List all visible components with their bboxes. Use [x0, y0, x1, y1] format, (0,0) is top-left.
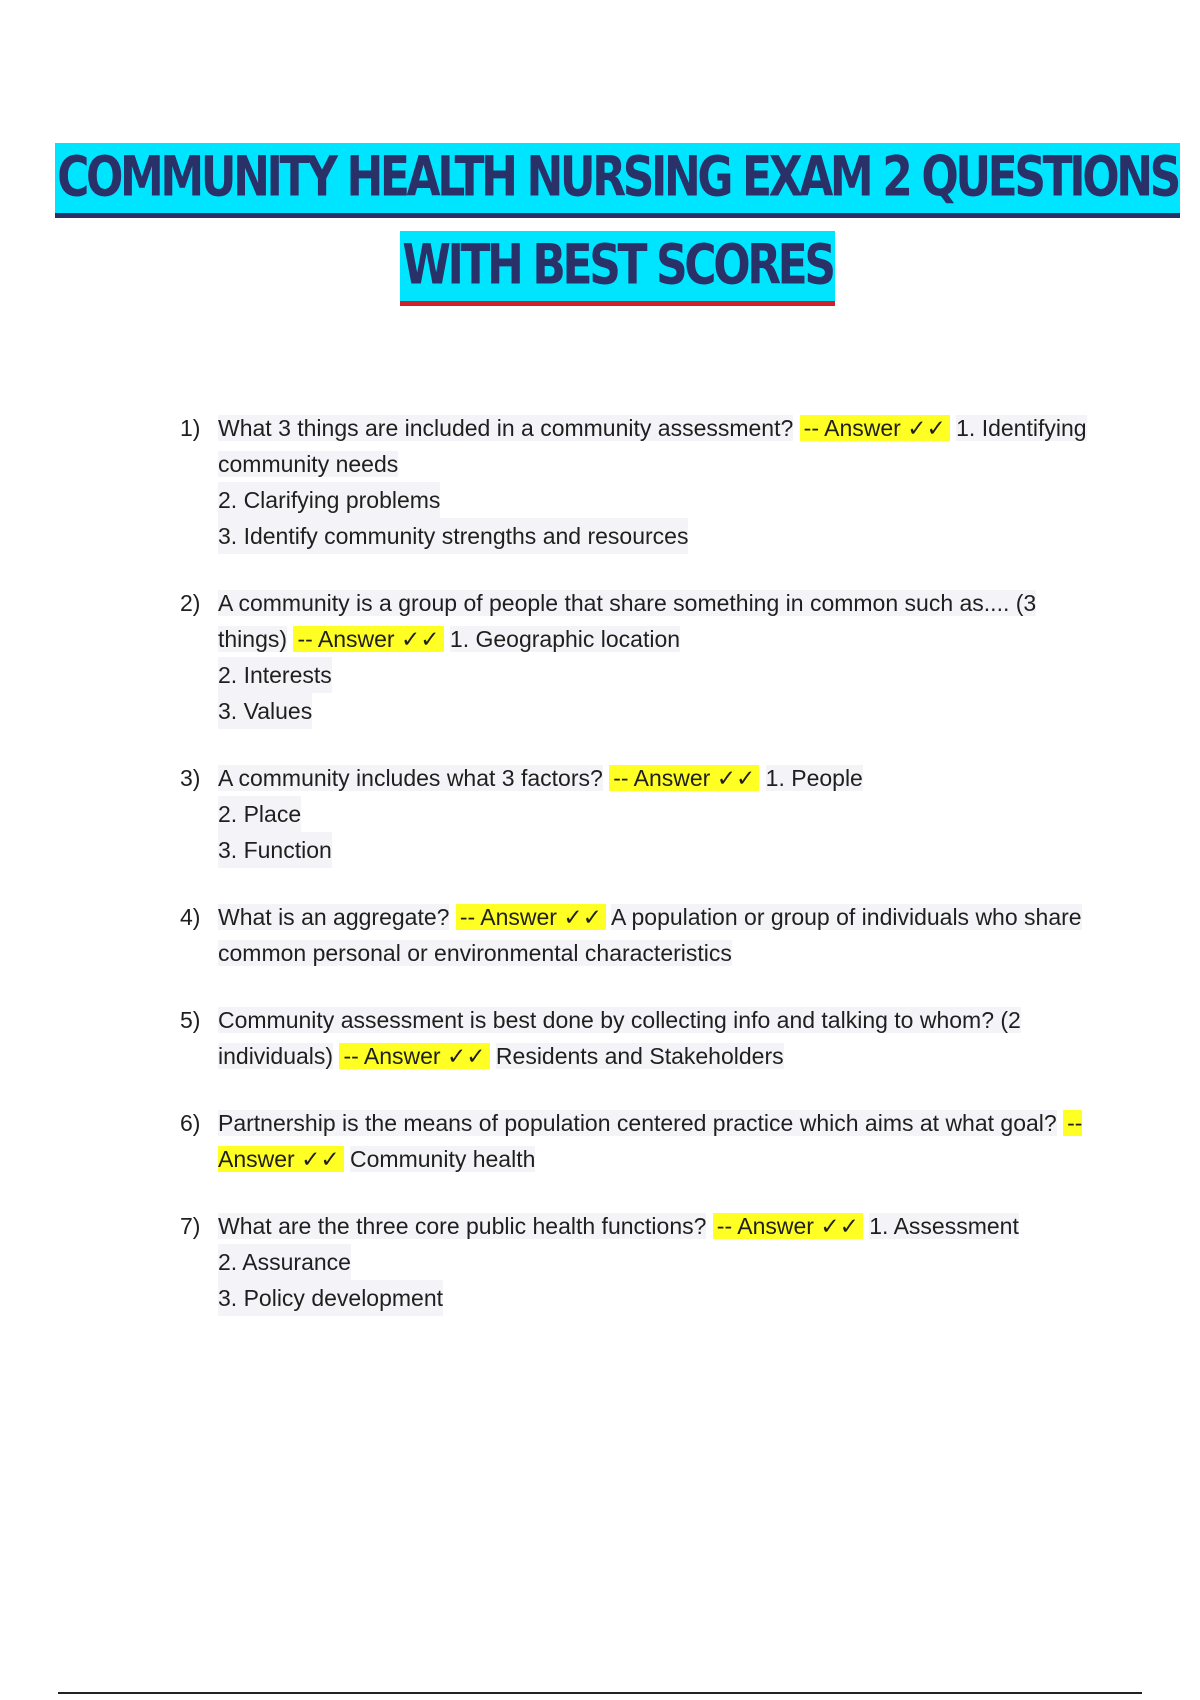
- qa-body: [218, 410, 1100, 554]
- qa-item-5: [180, 1002, 1100, 1074]
- question-number: 6): [180, 1110, 201, 1136]
- answer-line: [218, 482, 1100, 518]
- question-number: 2): [180, 590, 201, 616]
- qa-body: [218, 760, 1100, 868]
- question-number: 5): [180, 1007, 201, 1033]
- document-title: [0, 143, 1200, 298]
- answer-highlight: -- Answer ✓✓: [800, 415, 950, 441]
- qa-body: [218, 1002, 1100, 1074]
- answer-line: [218, 832, 1100, 868]
- qa-body: [218, 585, 1100, 729]
- qa-item-7: [180, 1208, 1100, 1316]
- title-line-2: WITH BEST SCORES: [400, 231, 834, 306]
- answer-text: 1. Geographic location: [449, 626, 681, 652]
- question-number: 1): [180, 415, 201, 441]
- question-text: What is an aggregate?: [218, 904, 450, 930]
- answer-line: [218, 518, 1100, 554]
- qa-body: [218, 1105, 1100, 1177]
- qa-body: [218, 899, 1100, 971]
- question-text: A community is a group of people that share something in common such as.... (3 things): [218, 590, 1037, 652]
- answer-item: 2. Clarifying problems: [218, 482, 440, 518]
- question-number: 4): [180, 904, 201, 930]
- answer-line: [218, 1244, 1100, 1280]
- answer-line: [218, 796, 1100, 832]
- answer-line: [218, 657, 1100, 693]
- qa-item-1: [180, 410, 1100, 554]
- question-number: 3): [180, 765, 201, 791]
- answer-item: 3. Policy development: [218, 1280, 443, 1316]
- answer-text: A population or group of individuals who share common personal or environmental characteristics: [218, 904, 1082, 966]
- answer-line: [218, 1280, 1100, 1316]
- answer-item: 3. Values: [218, 693, 312, 729]
- question-text: What are the three core public health functions?: [218, 1213, 707, 1239]
- answer-highlight: -- Answer ✓✓: [293, 626, 443, 652]
- qa-item-4: [180, 899, 1100, 971]
- question-text: Partnership is the means of population centered practice which aims at what goal?: [218, 1110, 1057, 1136]
- qa-body: [218, 1208, 1100, 1316]
- answer-text: 1. Identifying community needs: [218, 415, 1087, 477]
- question-text: What 3 things are included in a community assessment?: [218, 415, 794, 441]
- answer-text: 1. Assessment: [869, 1213, 1019, 1239]
- question-text: A community includes what 3 factors?: [218, 765, 603, 791]
- title-line-1: COMMUNITY HEALTH NURSING EXAM 2 QUESTIONS: [55, 143, 1180, 218]
- page-bottom-divider: [58, 1692, 1142, 1694]
- answer-item: 3. Identify community strengths and resources: [218, 518, 688, 554]
- answer-highlight: -- Answer ✓✓: [713, 1213, 863, 1239]
- qa-item-3: [180, 760, 1100, 868]
- answer-item: 3. Function: [218, 832, 332, 868]
- answer-text: Residents and Stakeholders: [495, 1043, 784, 1069]
- question-list: [180, 410, 1100, 1347]
- qa-item-6: [180, 1105, 1100, 1177]
- answer-item: 2. Assurance: [218, 1244, 351, 1280]
- answer-highlight: -- Answer ✓✓: [218, 1110, 1083, 1172]
- question-text: Community assessment is best done by collecting info and talking to whom? (2 individuals): [218, 1007, 1021, 1069]
- answer-item: 2. Interests: [218, 657, 332, 693]
- answer-line: [218, 693, 1100, 729]
- answer-highlight: -- Answer ✓✓: [339, 1043, 489, 1069]
- answer-highlight: -- Answer ✓✓: [609, 765, 759, 791]
- qa-item-2: [180, 585, 1100, 729]
- question-number: 7): [180, 1213, 201, 1239]
- answer-highlight: -- Answer ✓✓: [456, 904, 606, 930]
- answer-item: 2. Place: [218, 796, 301, 832]
- answer-text: Community health: [350, 1146, 536, 1172]
- answer-text: 1. People: [765, 765, 863, 791]
